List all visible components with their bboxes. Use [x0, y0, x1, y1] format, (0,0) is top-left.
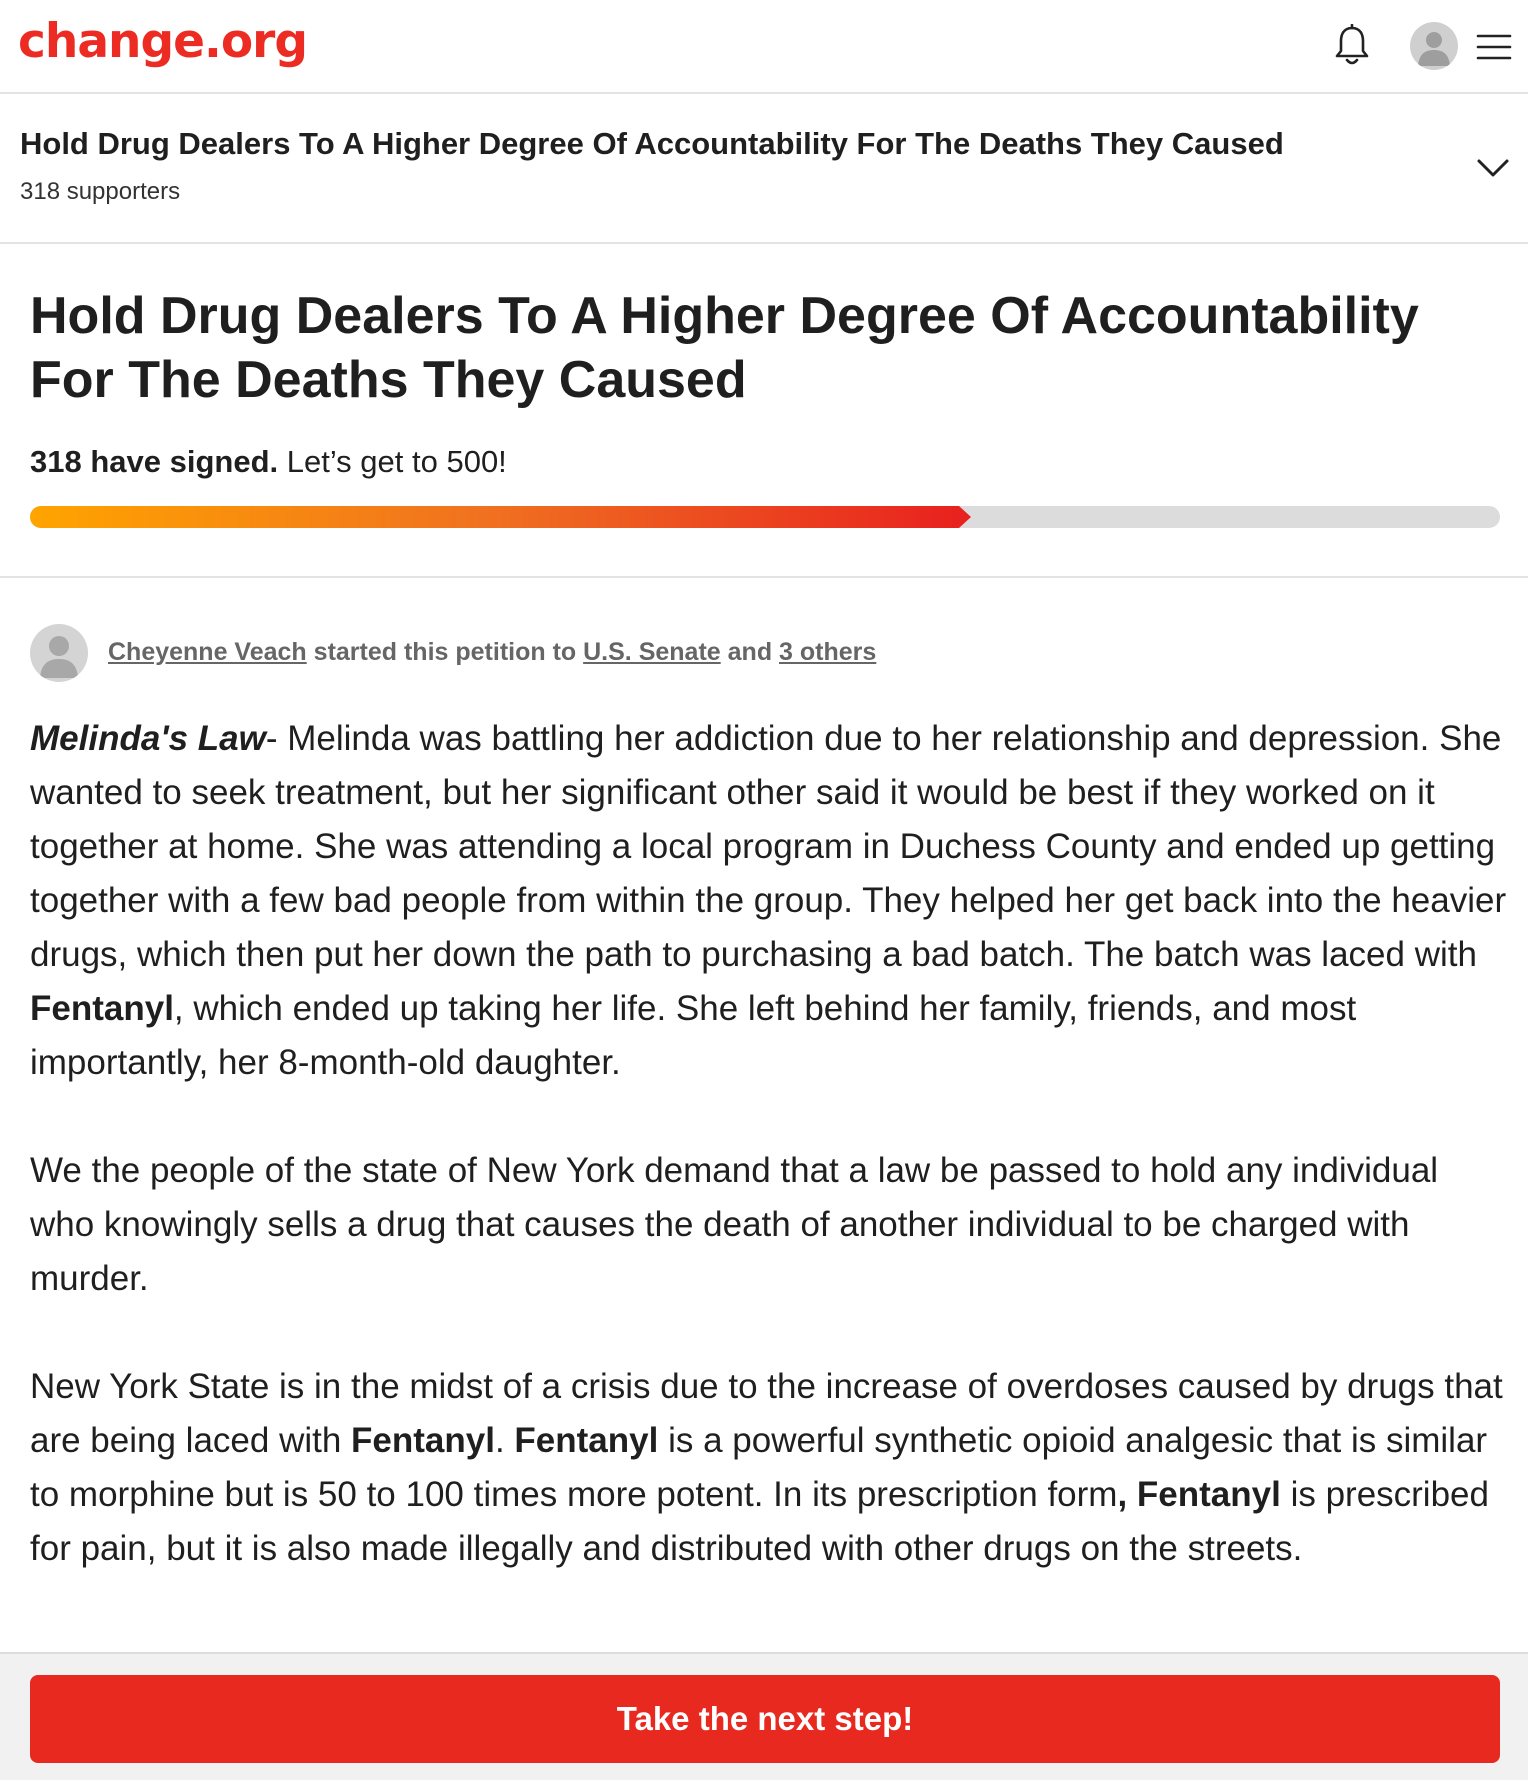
signed-count-text: 318 have signed.	[30, 444, 279, 479]
paragraph-1-text-b: , which ended up taking her life. She left behind her family, friends, and most importantly, her 8-month-old daughter.	[30, 989, 1357, 1082]
signature-progress-bar	[30, 506, 1500, 528]
paragraph-1-text-a: - Melinda was battling her addiction due to her relationship and depression. She wanted to seek treatment, but her significant other said it would be best if they worked on it together at home. She was attending a local program in Duchess County and ended up getting together with a few bad people from within the group. They helped her get back into the heavier drugs, which then put her down the path to purchasing a bad batch. The batch was laced with	[30, 719, 1507, 974]
progress-tip	[959, 506, 971, 528]
description-paragraph-2: We the people of the state of New York demand that a law be passed to hold any individual who knowingly sells a drug that causes the death of another individual to be charged with murder.	[30, 1151, 1439, 1298]
bell-icon[interactable]	[1332, 24, 1372, 68]
starter-and-text: and	[727, 638, 773, 666]
fentanyl-bold: Fentanyl	[30, 989, 174, 1028]
bottom-cta-bar	[0, 1652, 1528, 1780]
paragraph-3-text-d: is prescribed for pain, but it is also made illegally and distributed with other drugs on the streets.	[30, 1475, 1489, 1568]
user-avatar-icon[interactable]	[1410, 22, 1458, 70]
others-link[interactable]: 3 others	[779, 638, 877, 666]
starter-avatar-icon[interactable]	[30, 624, 88, 682]
law-name: Melinda's Law	[30, 719, 266, 758]
signature-status	[30, 444, 507, 480]
fentanyl-bold: Fentanyl	[351, 1421, 495, 1460]
hamburger-menu-icon[interactable]	[1476, 33, 1512, 61]
take-next-step-button[interactable]: Take the next step!	[30, 1675, 1500, 1763]
paragraph-3-text-b: .	[494, 1421, 515, 1460]
starter-text	[108, 638, 876, 667]
petition-description	[30, 712, 1510, 1630]
petition-summary-bar[interactable]	[0, 94, 1528, 244]
fentanyl-bold: , Fentanyl	[1117, 1475, 1281, 1514]
starter-middle-text: started this petition to	[313, 638, 577, 666]
change-org-logo[interactable]: change.org	[18, 14, 307, 69]
paragraph-3-text-a: New York State is in the midst of a crisis due to the increase of overdoses caused by drugs that are being laced with	[30, 1367, 1503, 1460]
fentanyl-bold: Fentanyl	[514, 1421, 659, 1460]
target-link[interactable]: U.S. Senate	[583, 638, 721, 666]
chevron-down-icon[interactable]	[1476, 156, 1510, 180]
summary-bar-title: Hold Drug Dealers To A Higher Degree Of Accountability For The Deaths They Caused	[20, 126, 1284, 161]
supporters-count: 318 supporters	[20, 178, 181, 205]
petition-hero	[0, 244, 1528, 578]
starter-name-link[interactable]: Cheyenne Veach	[108, 638, 307, 666]
signature-goal-text: Let’s get to 500!	[286, 444, 507, 479]
description-paragraph-1	[30, 712, 1510, 1090]
page-title: Hold Drug Dealers To A Higher Degree Of Accountability For The Deaths They Caused	[30, 287, 1419, 409]
description-paragraph-3	[30, 1360, 1510, 1576]
progress-fill	[30, 506, 959, 528]
top-header	[0, 0, 1528, 94]
paragraph-3-text-c: is a powerful synthetic opioid analgesic that is similar to morphine but is 50 to 100 times more potent. In its prescription form	[30, 1421, 1488, 1514]
